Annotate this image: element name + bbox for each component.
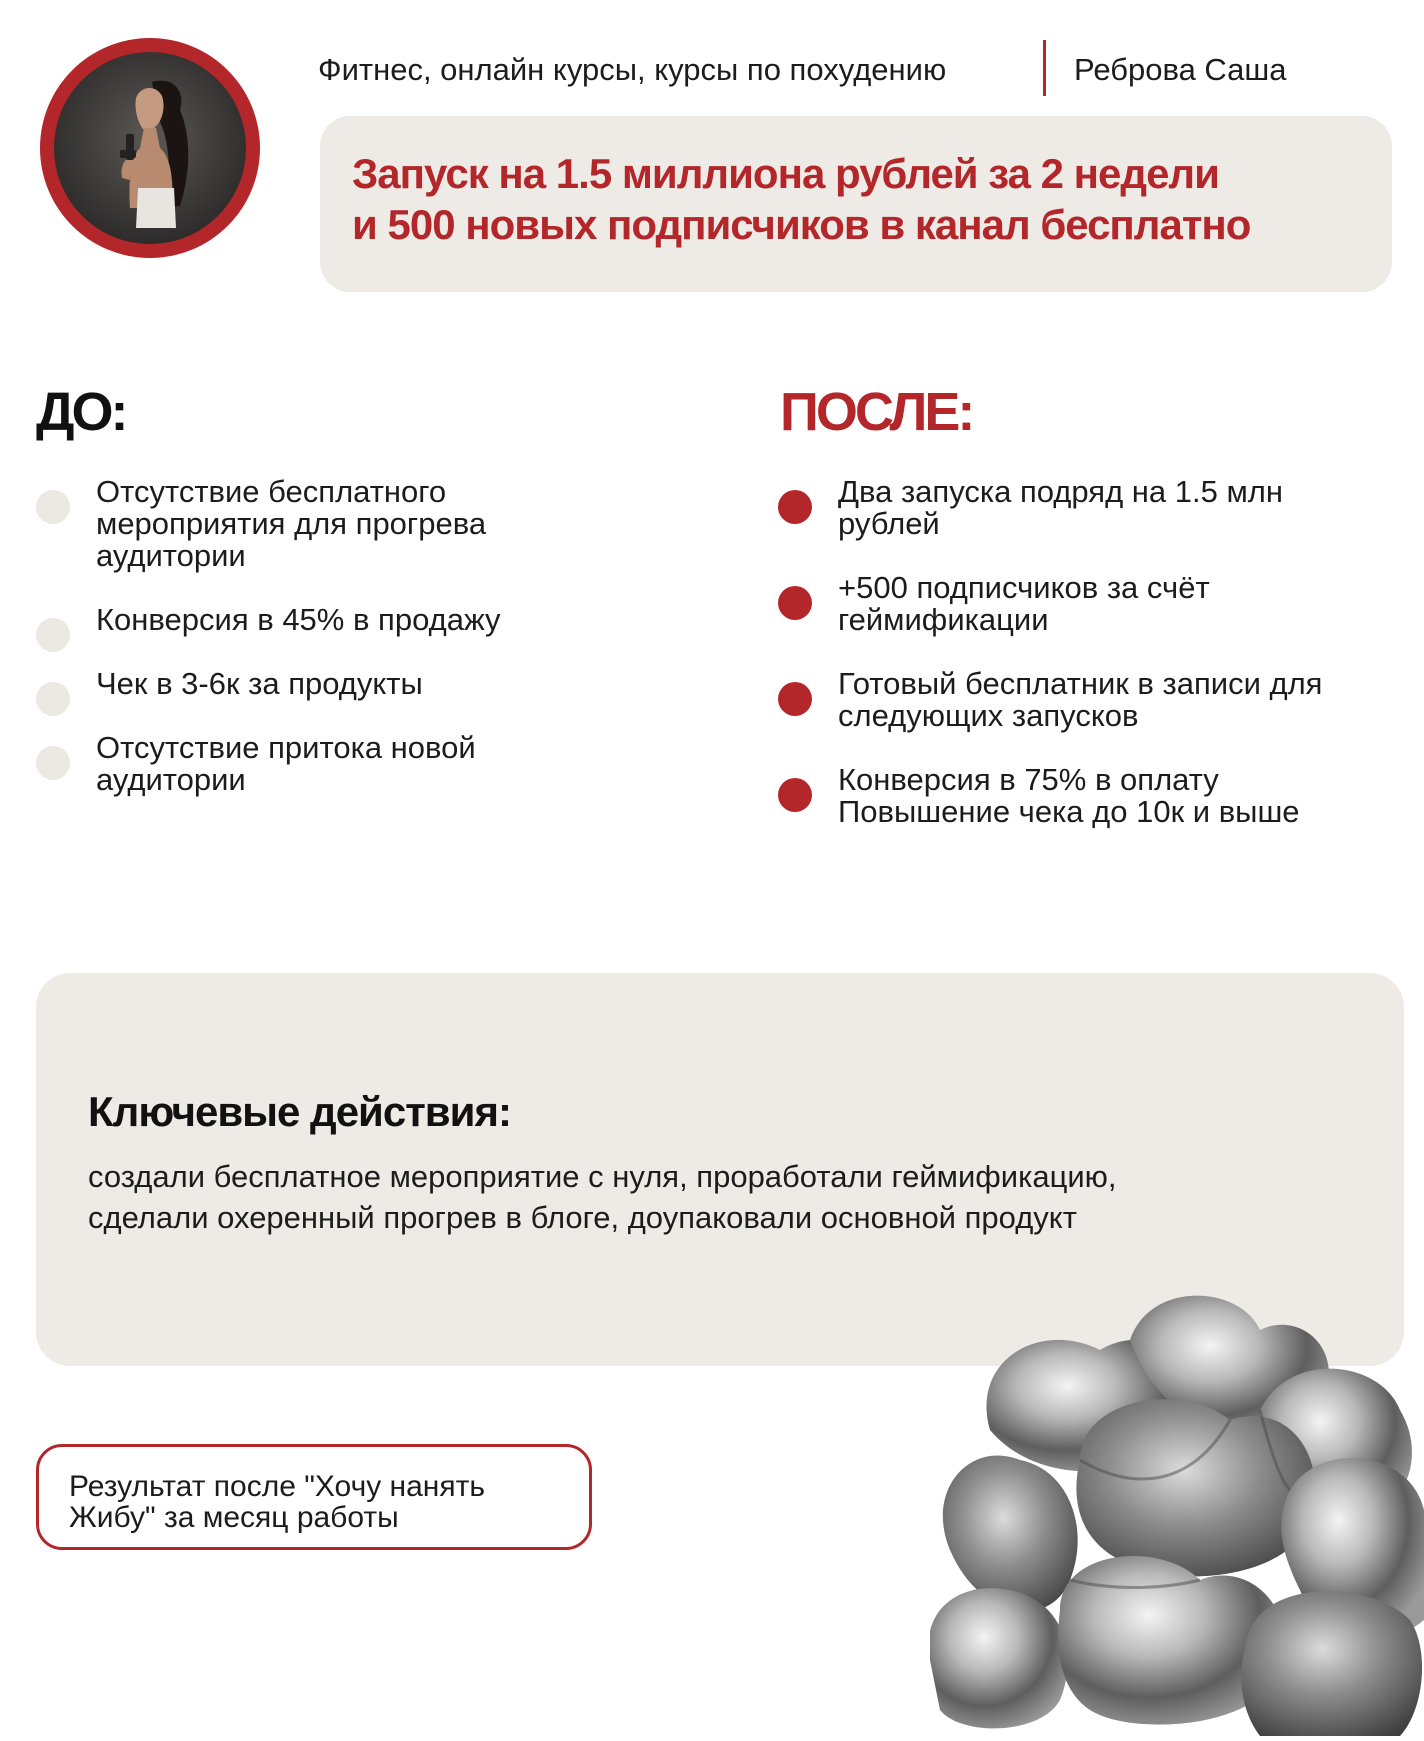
before-item-line: аудитории: [96, 538, 246, 573]
bullet-dot-icon: [778, 778, 812, 812]
before-item: [36, 604, 636, 636]
after-item: [778, 764, 1398, 828]
key-actions-text: [88, 1156, 1117, 1238]
key-actions-line-2: сделали охеренный прогрев в блоге, доупаковали основной продукт: [88, 1200, 1077, 1235]
headline-line-1: Запуск на 1.5 миллиона рублей за 2 недели: [352, 150, 1219, 197]
header-topic: Фитнес, онлайн курсы, курсы по похудению: [318, 52, 947, 87]
client-photo-icon: [40, 38, 260, 258]
headline-panel: [320, 116, 1392, 292]
before-item: [36, 668, 636, 700]
bullet-dot-icon: [778, 586, 812, 620]
after-item-line: рублей: [838, 506, 940, 541]
header-divider: [1043, 40, 1046, 96]
after-item-line: Готовый бесплатник в записи для: [838, 666, 1323, 701]
result-text: [69, 1471, 485, 1533]
before-item: [36, 476, 636, 572]
silver-inflated-cube-icon: [930, 1290, 1424, 1736]
after-item: [778, 476, 1398, 540]
after-item-line: следующих запусков: [838, 698, 1139, 733]
before-title: ДО:: [36, 382, 126, 442]
before-item-line: Отсутствие притока новой: [96, 730, 476, 765]
bullet-dot-icon: [36, 490, 70, 524]
after-item-line: Конверсия в 75% в оплату: [838, 762, 1219, 797]
before-item-line: мероприятия для прогрева: [96, 506, 487, 541]
bullet-dot-icon: [36, 618, 70, 652]
result-line-2: Жибу" за месяц работы: [69, 1501, 399, 1534]
after-list: [778, 476, 1398, 860]
bullet-dot-icon: [36, 746, 70, 780]
before-item-line: аудитории: [96, 762, 246, 797]
after-item: [778, 572, 1398, 636]
before-item-line: Конверсия в 45% в продажу: [96, 602, 501, 637]
before-item: [36, 732, 636, 796]
bullet-dot-icon: [778, 490, 812, 524]
header-author: Реброва Саша: [1074, 52, 1287, 87]
bullet-dot-icon: [778, 682, 812, 716]
after-item-line: +500 подписчиков за счёт: [838, 570, 1210, 605]
result-badge: [36, 1444, 592, 1550]
headline-line-2: и 500 новых подписчиков в канал бесплатно: [352, 201, 1251, 248]
client-avatar: [40, 38, 260, 258]
after-item: [778, 668, 1398, 732]
before-item-line: Отсутствие бесплатного: [96, 474, 447, 509]
key-actions-line-1: создали бесплатное мероприятие с нуля, проработали геймификацию,: [88, 1159, 1117, 1194]
after-title: ПОСЛЕ:: [780, 382, 973, 442]
key-actions-title: Ключевые действия:: [88, 1088, 511, 1135]
after-item-line: геймификации: [838, 602, 1049, 637]
before-list: [36, 476, 636, 828]
before-item-line: Чек в 3-6к за продукты: [96, 666, 423, 701]
headline: [352, 148, 1250, 250]
after-item-line: Два запуска подряд на 1.5 млн: [838, 474, 1283, 509]
result-line-1: Результат после "Хочу нанять: [69, 1470, 485, 1503]
bullet-dot-icon: [36, 682, 70, 716]
after-item-line: Повышение чека до 10к и выше: [838, 794, 1300, 829]
